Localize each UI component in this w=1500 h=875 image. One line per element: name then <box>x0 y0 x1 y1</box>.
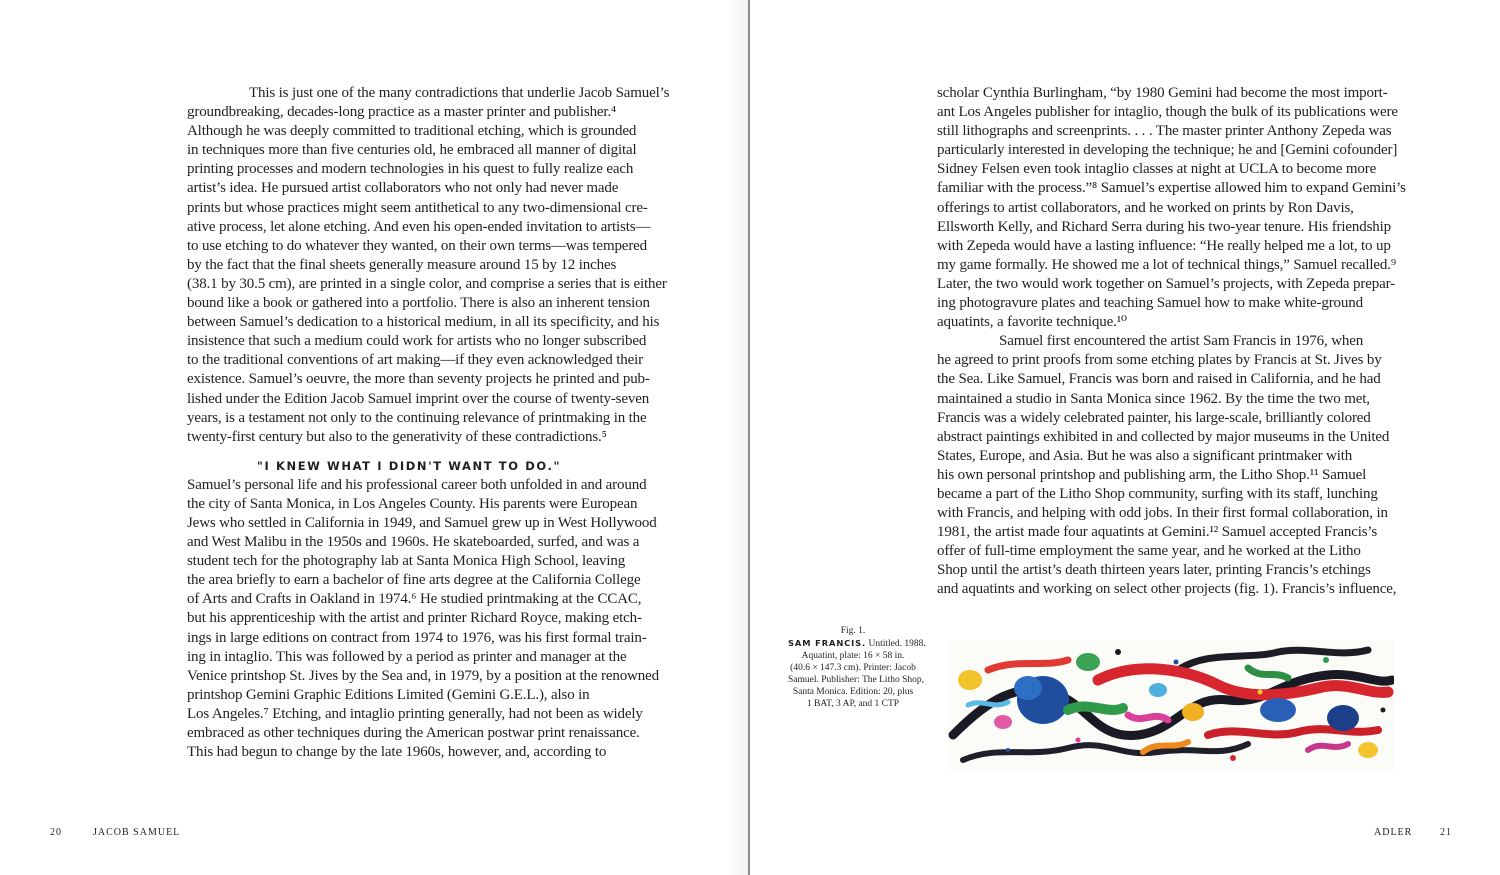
left-paragraph-2 <box>187 476 657 762</box>
figure-artist-line <box>788 637 926 650</box>
text-line: (38.1 by 30.5 cm), are printed in a single color, and comprise a series that is either <box>187 275 667 292</box>
text-line: the city of Santa Monica, in Los Angeles County. His parents were European <box>187 495 638 512</box>
right-text-column <box>937 84 1406 600</box>
text-line: my game formally. He showed me a lot of technical things,” Samuel recalled.⁹ <box>937 256 1396 273</box>
text-line: with Francis, and helping with odd jobs. In their first formal collaboration, in <box>937 505 1388 522</box>
page-number-left: 20 <box>50 827 62 838</box>
text-line: bound like a book or gathered into a portfolio. There is also an inherent tension <box>187 295 650 312</box>
text-line: States, Europe, and Asia. But he was also a significant printmaker with <box>937 447 1353 464</box>
text-line: to the traditional conventions of art making—if they even acknowledged their <box>187 352 643 369</box>
text-line: prints but whose practices might seem antithetical to any two-dimensional cre- <box>187 199 648 216</box>
text-line: embraced as other techniques during the American postwar print renaissance. <box>187 725 640 741</box>
left-paragraph-1 <box>187 84 670 447</box>
text-line: but his apprenticeship with the artist and printer Richard Royce, making etch- <box>187 610 642 627</box>
right-paragraph-1 <box>937 84 1406 332</box>
text-line: offer of full-time employment the same year, and he worked at the Litho <box>937 543 1361 560</box>
text-line: Jews who settled in California in 1949, and Samuel grew up in West Hollywood <box>187 514 657 531</box>
text-line: years, is a testament not only to the continuing relevance of printmaking in the <box>187 409 647 426</box>
caption-line: Samuel. Publisher: The Litho Shop, <box>788 675 924 685</box>
text-line: insistence that such a medium could work for artists who no longer subscribed <box>187 333 647 350</box>
section-heading: "I KNEW WHAT I DIDN'T WANT TO DO." <box>256 458 562 473</box>
figure-artist: SAM FRANCIS. <box>788 638 867 648</box>
text-line: Samuel first encountered the artist Sam Francis in 1976, when <box>999 333 1364 350</box>
text-line: This is just one of the many contradictions that underlie Jacob Samuel’s <box>249 85 670 101</box>
text-line: printshop Gemini Graphic Editions Limited (Gemini G.E.L.), also in <box>187 686 590 703</box>
text-line: Ellsworth Kelly, and Richard Serra during his two-year tenure. His friendship <box>937 218 1392 235</box>
text-line: familiar with the process.”⁸ Samuel’s expertise allowed him to expand Gemini’s <box>937 180 1406 197</box>
figure-title: Untitled. 1988. <box>868 639 926 649</box>
text-line: in techniques more than five centuries old, he embraced all manner of digital <box>187 142 637 159</box>
text-line: became a part of the Litho Shop community, surfing with its staff, lunching <box>937 485 1378 502</box>
text-line: printing processes and modern technologies in his quest to fully realize each <box>187 161 634 178</box>
text-line: Los Angeles.⁷ Etching, and intaglio printing generally, had not been as widely <box>187 705 643 722</box>
text-line: to use etching to do whatever they wanted, on their own terms—was tempered <box>187 237 648 254</box>
running-head-left: JACOB SAMUEL <box>93 827 181 838</box>
text-line: Samuel’s personal life and his professional career both unfolded in and around <box>187 476 647 493</box>
text-line: lished under the Edition Jacob Samuel imprint over the course of twenty-seven <box>187 390 650 407</box>
artwork-image <box>948 640 1394 770</box>
text-line: aquatints, a favorite technique.¹⁰ <box>937 314 1127 331</box>
text-line: Shop until the artist’s death thirteen years later, printing Francis’s etchings <box>937 562 1371 579</box>
text-line: the Sea. Like Samuel, Francis was born and raised in California, and he had <box>937 371 1381 388</box>
text-line: ant Los Angeles publisher for intaglio, though the bulk of its publications were <box>937 104 1398 121</box>
text-line: Although he was deeply committed to traditional etching, which is grounded <box>187 123 637 140</box>
right-paragraph-2 <box>937 332 1403 599</box>
text-line: artist’s idea. He pursued artist collaborators who not only had never made <box>187 180 619 197</box>
text-line: between Samuel’s dedication to a historical medium, in all its specificity, and his <box>187 314 660 331</box>
text-line: ings in large editions on contract from 1974 to 1976, was his first formal train- <box>187 629 647 646</box>
caption-line: Santa Monica. Edition: 20, plus <box>792 687 914 697</box>
abstract-painting-illustration <box>948 640 1394 770</box>
text-line: abstract paintings exhibited in and collected by major museums in the United <box>937 428 1390 445</box>
page-number-right: 21 <box>1440 827 1452 838</box>
caption-line: 1 BAT, 3 AP, and 1 CTP <box>806 699 900 709</box>
text-line: Francis was a widely celebrated painter, his large-scale, brilliantly colored <box>937 409 1371 426</box>
text-line: Sidney Felsen even took intaglio classes at night at UCLA to become more <box>937 161 1377 178</box>
text-line: This had begun to change by the late 1960s, however, and, according to <box>187 744 607 761</box>
text-line: Later, the two would work together on Samuel’s projects, with Zepeda prepar- <box>937 275 1395 292</box>
text-line: and West Malibu in the 1950s and 1960s. He skateboarded, surfed, and was a <box>187 534 640 551</box>
text-line: still lithographs and screenprints. . . . The master printer Anthony Zepeda was <box>937 123 1392 140</box>
text-line: with Zepeda would have a lasting influence: “He really helped me a lot, to up <box>937 237 1391 254</box>
text-line: scholar Cynthia Burlingham, “by 1980 Gemini had become the most import- <box>937 85 1388 101</box>
text-line: the area briefly to earn a bachelor of fine arts degree at the California College <box>187 572 641 589</box>
text-line: Venice printshop St. Jives by the Sea and, in 1979, by a position at the renowned <box>187 667 659 684</box>
text-line: by the fact that the final sheets generally measure around 15 by 12 inches <box>187 256 617 273</box>
text-line: existence. Samuel’s oeuvre, the more than seventy projects he printed and pub- <box>187 371 650 388</box>
text-line: maintained a studio in Santa Monica since 1962. By the time the two met, <box>937 390 1370 407</box>
text-line: particularly interested in developing the technique; he and [Gemini cofounder] <box>937 142 1398 159</box>
text-line: twenty-first century but also to the generativity of these contradictions.⁵ <box>187 428 607 445</box>
text-line: student tech for the photography lab at Santa Monica High School, leaving <box>187 553 626 570</box>
text-line: ative process, let alone etching. And even his open-ended invitation to artists— <box>187 218 651 235</box>
text-line: he agreed to print proofs from some etching plates by Francis at St. Jives by <box>937 352 1382 369</box>
text-line: ing photogravure plates and teaching Samuel how to make white-ground <box>937 295 1363 312</box>
text-line: ing in intaglio. This was followed by a period as printer and manager at the <box>187 648 627 665</box>
text-line: his own personal printshop and publishing arm, the Litho Shop.¹¹ Samuel <box>937 466 1367 483</box>
gutter-shadow <box>726 0 748 875</box>
caption-line: Aquatint, plate: 16 × 58 in. <box>801 651 905 661</box>
figure-caption <box>788 625 926 710</box>
figure-label: Fig. 1. <box>840 626 866 636</box>
text-line: 1981, the artist made four aquatints at Gemini.¹² Samuel accepted Francis’s <box>937 524 1378 541</box>
caption-line: (40.6 × 147.3 cm). Printer: Jacob <box>790 663 916 673</box>
text-line: and aquatints and working on select other projects (fig. 1). Francis’s influence, <box>937 581 1397 598</box>
text-line: of Arts and Crafts in Oakland in 1974.⁶ He studied printmaking at the CCAC, <box>187 591 642 608</box>
text-line: offerings to artist collaborators, and he worked on prints by Ron Davis, <box>937 199 1354 216</box>
book-gutter <box>748 0 750 875</box>
left-text-column <box>187 84 670 762</box>
text-line: groundbreaking, decades-long practice as a master printer and publisher.⁴ <box>187 104 617 121</box>
running-head-right: ADLER <box>1374 827 1413 838</box>
